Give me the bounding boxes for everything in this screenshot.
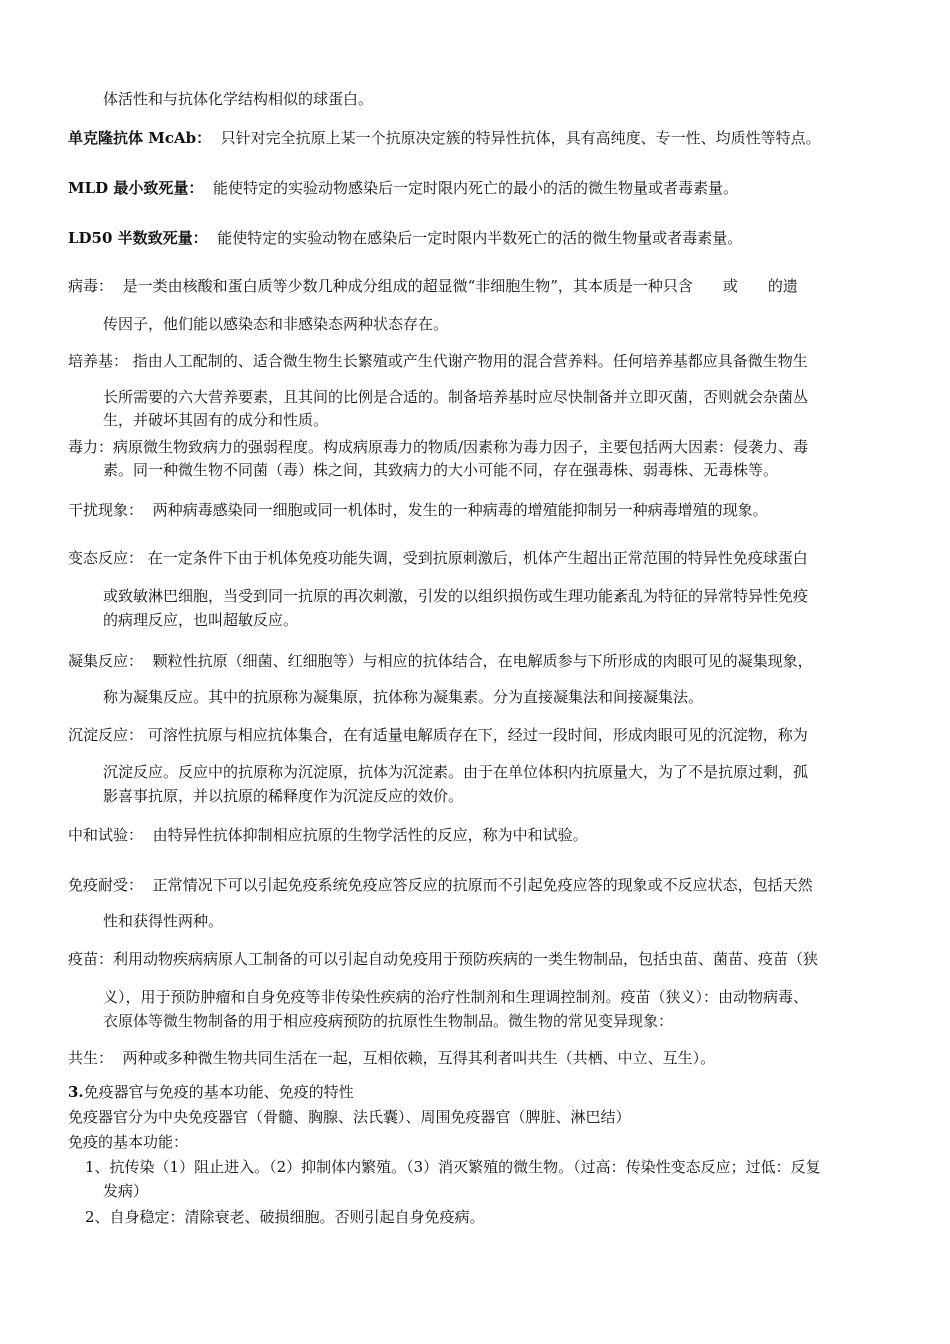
definition-mld: [68, 178, 738, 198]
immune-organs-text: 免疫器官分为中央免疫器官（骨髓、胸腺、法氏囊）、周围免疫器官（脾脏、淋巴结）: [68, 1108, 631, 1126]
term-label: 变态反应：: [68, 549, 144, 567]
definition-medium: [68, 351, 808, 371]
definition-medium-cont: 生，并破坏其固有的成分和性质。: [103, 411, 329, 429]
term-definition: 两种病毒感染同一细胞或同一机体时，发生的一种病毒的增殖能抑制另一种病毒增殖的现象。: [152, 501, 768, 519]
definition-ld50: [68, 228, 742, 248]
term-label: 疫苗：: [68, 950, 114, 968]
section-heading: [68, 1082, 354, 1102]
definition-precipitation-cont: 影喜事抗原，并以抗原的稀释度作为沉淀反应的效价。: [103, 787, 464, 805]
term-label: LD50 半数致死量：: [68, 229, 208, 247]
definition-virulence: 毒力：病原微生物致病力的强弱程度。构成病原毒力的物质/因素称为毒力因子，主要包括两大因素：侵袭力、毒: [68, 438, 809, 456]
basic-functions-heading: 免疫的基本功能：: [68, 1133, 189, 1151]
term-definition: 能使特定的实验动物在感染后一定时限内半数死亡的活的微生物量或者毒素量。: [217, 229, 743, 247]
term-definition: 在一定条件下由于机体免疫功能失调，受到抗原刺激后，机体产生超出正常范围的特异性免疫球蛋白: [147, 549, 808, 567]
definition-vaccine-cont: 义），用于预防肿瘤和自身免疫等非传染性疾病的治疗性制剂和生理调控制剂。疫苗（狭义）：由动物病毒、: [103, 988, 809, 1006]
term-definition: 可溶性抗原与相应抗体集合，在有适量电解质存在下，经过一段时间，形成肉眼可见的沉淀物，称为: [147, 726, 808, 744]
term-definition: 利用动物疾病病原人工制备的可以引起自动免疫用于预防疾病的一类生物制品，包括虫苗、菌苗、疫苗（狭: [113, 950, 819, 968]
term-label: 凝集反应：: [68, 652, 144, 670]
term-label: 共生：: [68, 1049, 114, 1067]
term-label: 病毒：: [68, 277, 114, 295]
definition-precipitation: [68, 725, 808, 745]
term-label: 培养基：: [68, 352, 129, 370]
definition-symbiosis: [68, 1048, 715, 1068]
definition-mcab: [68, 128, 821, 148]
paragraph-continuation: 体活性和与抗体化学结构相似的球蛋白。: [103, 90, 374, 108]
term-label: 中和试验：: [68, 826, 144, 844]
function-item-2: 2、自身稳定：清除衰老、破损细胞。否则引起自身免疫病。: [85, 1208, 485, 1226]
section-number: 3.: [68, 1083, 84, 1101]
definition-virulence-cont: 素。同一种微生物不同菌（毒）株之间，其致病力的大小可能不同，存在强毒株、弱毒株、无毒株等。: [103, 461, 779, 479]
term-label: 沉淀反应：: [68, 726, 144, 744]
definition-medium-cont: 长所需要的六大营养要素，且其间的比例是合适的。制备培养基时应尽快制备并立即灭菌，否则就会杂菌丛: [103, 388, 809, 406]
definition-vaccine-cont: 衣原体等微生物制备的用于相应疫病预防的抗原性生物制品。微生物的常见变异现象：: [103, 1012, 674, 1030]
term-label: MLD 最小致死量：: [68, 179, 204, 197]
definition-allergy-cont: 的病理反应，也叫超敏反应。: [103, 611, 299, 629]
term-label: 免疫耐受：: [68, 876, 144, 894]
definition-agglutination: [68, 651, 813, 671]
definition-virus: [68, 276, 798, 296]
definition-vaccine: [68, 949, 818, 969]
term-label: 干扰现象：: [68, 501, 144, 519]
function-item-1-cont: 发病）: [103, 1182, 149, 1200]
definition-tolerance-cont: 性和获得性两种。: [103, 912, 224, 930]
term-definition: 由特异性抗体抑制相应抗原的生物学活性的反应，称为中和试验。: [152, 826, 588, 844]
section-title: 免疫器官与免疫的基本功能、免疫的特性: [83, 1083, 354, 1101]
term-definition: 能使特定的实验动物感染后一定时限内死亡的最小的活的微生物量或者毒素量。: [212, 179, 738, 197]
definition-virus-cont: 传因子，他们能以感染态和非感染态两种状态存在。: [103, 315, 449, 333]
definition-allergy-cont: 或致敏淋巴细胞，当受到同一抗原的再次刺激，引发的以组织损伤或生理功能紊乱为特征的异常特异性免疫: [103, 587, 809, 605]
definition-neutralization: [68, 825, 588, 845]
term-definition: 只针对完全抗原上某一个抗原决定簇的特异性抗体，具有高纯度、专一性、均质性等特点。: [220, 129, 821, 147]
term-label: 单克隆抗体 McAb：: [68, 129, 212, 147]
term-definition: 是一类由核酸和蛋白质等少数几种成分组成的超显微“非细胞生物”，其本质是一种只含 或 的遗: [122, 277, 798, 295]
definition-interference: [68, 500, 768, 520]
definition-precipitation-cont: 沉淀反应。反应中的抗原称为沉淀原，抗体为沉淀素。由于在单位体积内抗原量大，为了不是抗原过剩，孤: [103, 763, 809, 781]
term-definition: 颗粒性抗原（细菌、红细胞等）与相应的抗体结合，在电解质参与下所形成的肉眼可见的凝集现象，: [152, 652, 813, 670]
definition-agglutination-cont: 称为凝集反应。其中的抗原称为凝集原，抗体称为凝集素。分为直接凝集法和间接凝集法。: [103, 688, 704, 706]
definition-allergy: [68, 548, 808, 568]
definition-tolerance: [68, 875, 813, 895]
term-definition: 两种或多种微生物共同生活在一起，互相依赖，互得其利者叫共生（共栖、中立、互生）。: [122, 1049, 716, 1067]
term-definition: 指由人工配制的、适合微生物生长繁殖或产生代谢产物用的混合营养料。任何培养基都应具备微生物生: [132, 352, 808, 370]
function-item-1: 1、抗传染（1）阻止进入。（2）抑制体内繁殖。（3）消灭繁殖的微生物。（过高：传染性变态反应；过低：反复: [85, 1158, 821, 1176]
term-definition: 正常情况下可以引起免疫系统免疫应答反应的抗原而不引起免疫应答的现象或不反应状态，包括天然: [152, 876, 813, 894]
